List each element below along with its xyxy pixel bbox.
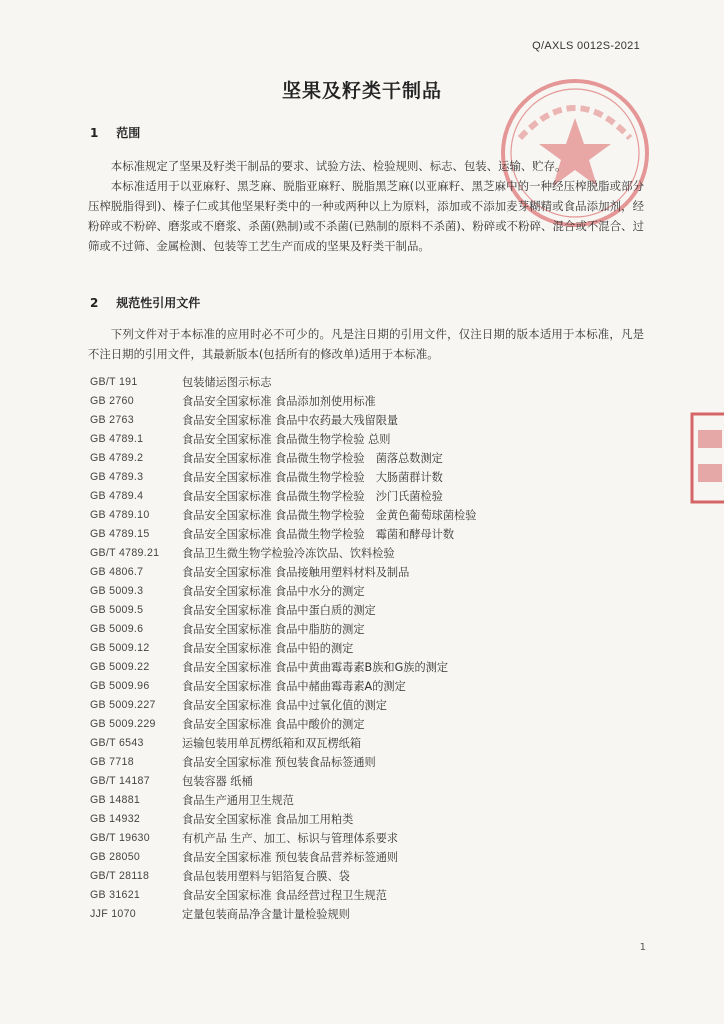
reference-row [90, 448, 650, 467]
reference-title: 食品安全国家标准 食品添加剂使用标准 [182, 394, 376, 408]
reference-title: 食品安全国家标准 食品中赭曲霉毒素A的测定 [182, 679, 406, 693]
reference-row [90, 828, 650, 847]
reference-code: GB 5009.22 [90, 660, 150, 673]
reference-title: 食品安全国家标准 食品中酸价的测定 [182, 717, 365, 731]
reference-title: 有机产品 生产、加工、标识与管理体系要求 [182, 831, 399, 845]
reference-code: GB 4789.2 [90, 451, 144, 464]
reference-title: 食品安全国家标准 食品经营过程卫生规范 [182, 888, 387, 902]
reference-code: GB/T 4789.21 [90, 546, 160, 559]
references-intro-paragraph: 下列文件对于本标准的应用时必不可少的。凡是注日期的引用文件，仅注日期的版本适用于本标准，凡是不注日期的引用文件，其最新版本(包括所有的修改单)适用于本标准。 [88, 327, 644, 361]
reference-code: GB/T 191 [90, 375, 138, 388]
reference-code: GB 14932 [90, 812, 141, 825]
reference-row [90, 581, 650, 600]
reference-title: 食品安全国家标准 食品微生物学检验 大肠菌群计数 [182, 470, 443, 484]
reference-title: 食品安全国家标准 食品中水分的测定 [182, 584, 365, 598]
reference-code: GB/T 6543 [90, 736, 144, 749]
reference-row [90, 505, 650, 524]
reference-code: GB 5009.229 [90, 717, 156, 730]
reference-code: GB 4789.4 [90, 489, 144, 502]
reference-title: 食品安全国家标准 食品中铅的测定 [182, 641, 354, 655]
reference-code: GB 14881 [90, 793, 141, 806]
reference-row [90, 657, 650, 676]
reference-code: GB 4789.3 [90, 470, 144, 483]
reference-row [90, 790, 650, 809]
reference-title: 食品安全国家标准 食品中农药最大残留限量 [182, 413, 399, 427]
reference-title: 食品安全国家标准 食品微生物学检验 沙门氏菌检验 [182, 489, 443, 503]
section-number: 2 [90, 296, 99, 310]
reference-title: 食品生产通用卫生规范 [182, 793, 294, 807]
reference-row [90, 467, 650, 486]
reference-row [90, 619, 650, 638]
reference-title: 食品安全国家标准 食品微生物学检验 总则 [182, 432, 391, 446]
reference-row [90, 638, 650, 657]
reference-code: GB 5009.96 [90, 679, 150, 692]
reference-title: 食品安全国家标准 食品微生物学检验 金黄色葡萄球菌检验 [182, 508, 477, 522]
reference-title: 食品安全国家标准 食品加工用粕类 [182, 812, 354, 826]
reference-row [90, 600, 650, 619]
reference-row [90, 866, 650, 885]
section-heading-scope [90, 124, 140, 141]
reference-title: 食品包装用塑料与铝箔复合膜、袋 [182, 869, 350, 883]
reference-row [90, 391, 650, 410]
reference-code: GB 2763 [90, 413, 134, 426]
reference-code: GB 7718 [90, 755, 134, 768]
reference-row [90, 809, 650, 828]
scope-paragraph: 本标准规定了坚果及籽类干制品的要求、试验方法、检验规则、标志、包装、运输、贮存。 [110, 159, 567, 173]
reference-code: JJF 1070 [90, 907, 136, 920]
reference-title: 包装储运图示标志 [182, 375, 272, 389]
reference-title: 食品安全国家标准 食品中脂肪的测定 [182, 622, 365, 636]
section-heading-normative-references [90, 294, 200, 311]
reference-code: GB 4789.10 [90, 508, 150, 521]
reference-code: GB 5009.6 [90, 622, 144, 635]
section-title: 范围 [116, 126, 141, 140]
reference-code: GB 5009.227 [90, 698, 156, 711]
reference-row [90, 410, 650, 429]
reference-code: GB 4806.7 [90, 565, 144, 578]
reference-row [90, 714, 650, 733]
reference-title: 食品卫生微生物学检验冷冻饮品、饮料检验 [182, 546, 395, 560]
reference-code: GB 5009.5 [90, 603, 144, 616]
reference-title: 食品安全国家标准 食品中蛋白质的测定 [182, 603, 376, 617]
reference-code: GB 28050 [90, 850, 141, 863]
reference-list [90, 372, 650, 923]
reference-code: GB/T 19630 [90, 831, 150, 844]
standard-code: Q/AXLS 0012S-2021 [532, 40, 640, 52]
reference-row [90, 771, 650, 790]
reference-title: 食品安全国家标准 食品中黄曲霉毒素B族和G族的测定 [182, 660, 449, 674]
reference-title: 食品安全国家标准 食品中过氧化值的测定 [182, 698, 387, 712]
reference-row [90, 543, 650, 562]
reference-row [90, 486, 650, 505]
reference-code: GB 2760 [90, 394, 134, 407]
reference-title: 运输包装用单瓦楞纸箱和双瓦楞纸箱 [182, 736, 362, 750]
reference-code: GB 5009.12 [90, 641, 150, 654]
reference-code: GB/T 14187 [90, 774, 150, 787]
reference-code: GB 5009.3 [90, 584, 144, 597]
side-stamp-icon [690, 412, 724, 504]
reference-row [90, 904, 650, 923]
reference-title: 包装容器 纸桶 [182, 774, 253, 788]
reference-row [90, 733, 650, 752]
reference-code: GB/T 28118 [90, 869, 150, 882]
page-number: 1 [639, 942, 646, 953]
reference-row [90, 847, 650, 866]
reference-title: 食品安全国家标准 食品接触用塑料材料及制品 [182, 565, 410, 579]
reference-code: GB 31621 [90, 888, 141, 901]
scope-paragraph: 本标准适用于以亚麻籽、黑芝麻、脱脂亚麻籽、脱脂黑芝麻(以亚麻籽、黑芝麻中的一种经压榨脱脂或部分压榨脱脂得到)、榛子仁或其他坚果籽类中的一种或两种以上为原料，添加或不添加麦芽糊精或食品添加剂，经粉碎或不粉碎、磨浆或不磨浆、杀菌(熟制)或不杀菌(已熟制的原料不杀菌)、粉碎或不粉碎、混合或不混合、过筛或不过筛、金属检测、包装等工艺生产而成的坚果及籽类干制品。 [88, 179, 644, 253]
reference-title: 食品安全国家标准 食品微生物学检验 菌落总数测定 [182, 451, 443, 465]
reference-row [90, 695, 650, 714]
reference-row [90, 429, 650, 448]
reference-title: 食品安全国家标准 预包装食品营养标签通则 [182, 850, 399, 864]
reference-code: GB 4789.1 [90, 432, 144, 445]
section-number: 1 [90, 126, 99, 140]
reference-row [90, 524, 650, 543]
reference-title: 食品安全国家标准 预包装食品标签通则 [182, 755, 376, 769]
reference-row [90, 752, 650, 771]
reference-title: 食品安全国家标准 食品微生物学检验 霉菌和酵母计数 [182, 527, 455, 541]
document-title: 坚果及籽类干制品 [281, 80, 442, 102]
reference-row [90, 562, 650, 581]
section-title: 规范性引用文件 [116, 296, 201, 310]
reference-title: 定量包装商品净含量计量检验规则 [182, 907, 350, 921]
reference-row [90, 676, 650, 695]
reference-row [90, 372, 650, 391]
reference-row [90, 885, 650, 904]
reference-code: GB 4789.15 [90, 527, 150, 540]
